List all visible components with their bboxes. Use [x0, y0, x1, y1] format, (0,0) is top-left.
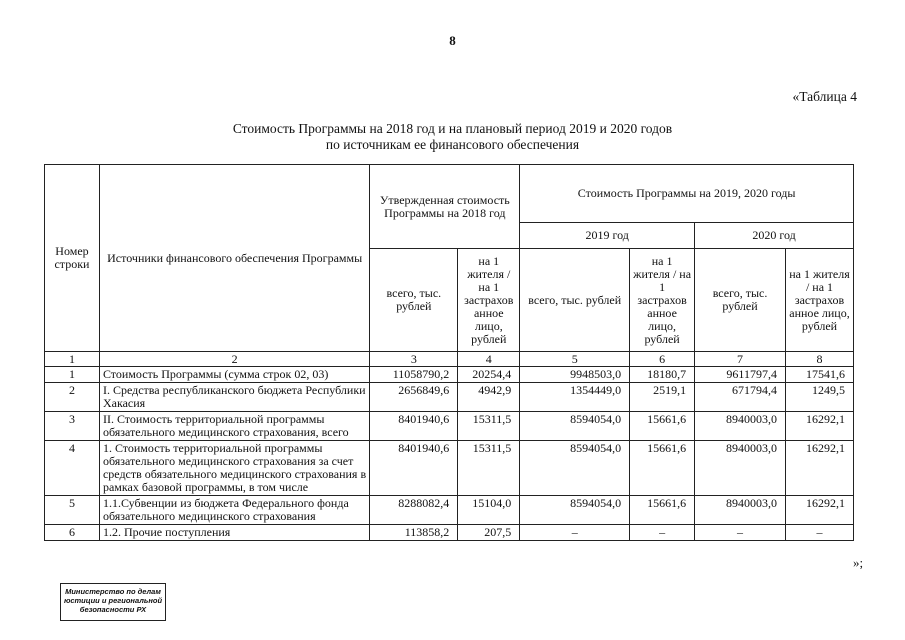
page-number: 8 — [449, 33, 456, 48]
value-cell: 15661,6 — [630, 441, 695, 496]
row-number: 2 — [45, 383, 100, 412]
value-cell: 113858,2 — [370, 525, 458, 541]
column-number: 1 — [45, 352, 100, 367]
value-cell: 8940003,0 — [695, 496, 786, 525]
column-number: 7 — [695, 352, 786, 367]
value-cell: 1249,5 — [785, 383, 853, 412]
value-cell: 9948503,0 — [520, 367, 630, 383]
row-number: 1 — [45, 367, 100, 383]
table-row — [45, 441, 854, 496]
value-cell: – — [630, 525, 695, 541]
table-row — [45, 412, 854, 441]
row-number: 5 — [45, 496, 100, 525]
header-cost-2019-2020: Стоимость Программы на 2019, 2020 годы — [520, 165, 854, 223]
value-cell: 15311,5 — [458, 441, 520, 496]
value-cell: 15311,5 — [458, 412, 520, 441]
value-cell: 17541,6 — [785, 367, 853, 383]
ministry-stamp — [60, 583, 166, 621]
value-cell: 8940003,0 — [695, 412, 786, 441]
value-cell: 16292,1 — [785, 441, 853, 496]
value-cell: 8594054,0 — [520, 496, 630, 525]
row-number: 3 — [45, 412, 100, 441]
value-cell: 9611797,4 — [695, 367, 786, 383]
value-cell: 207,5 — [458, 525, 520, 541]
table-row — [45, 496, 854, 525]
value-cell: – — [520, 525, 630, 541]
table-reference: «Таблица 4 — [792, 89, 857, 104]
stamp-line-2: юстиции и региональной — [63, 596, 163, 605]
document-title — [0, 121, 905, 153]
header-per-capita-2020: на 1 жителя / на 1 застрахов анное лицо, рублей — [785, 249, 853, 352]
funding-table — [44, 164, 854, 541]
value-cell: 8594054,0 — [520, 412, 630, 441]
source-cell: Стоимость Программы (сумма строк 02, 03) — [99, 367, 369, 383]
value-cell: 20254,4 — [458, 367, 520, 383]
table-row — [45, 367, 854, 383]
table-row — [45, 525, 854, 541]
header-total-2019: всего, тыс. рублей — [520, 249, 630, 352]
value-cell: 4942,9 — [458, 383, 520, 412]
value-cell: 2656849,6 — [370, 383, 458, 412]
source-cell: I. Средства республиканского бюджета Республики Хакасия — [99, 383, 369, 412]
value-cell: 18180,7 — [630, 367, 695, 383]
value-cell: 8940003,0 — [695, 441, 786, 496]
value-cell: 1354449,0 — [520, 383, 630, 412]
table-row — [45, 383, 854, 412]
column-number: 6 — [630, 352, 695, 367]
column-number: 5 — [520, 352, 630, 367]
value-cell: 11058790,2 — [370, 367, 458, 383]
header-per-capita-2018: на 1 жителя / на 1 застрахов анное лицо, рублей — [458, 249, 520, 352]
stamp-line-1: Министерство по делам — [65, 587, 161, 596]
value-cell: 8401940,6 — [370, 441, 458, 496]
value-cell: 671794,4 — [695, 383, 786, 412]
source-cell: 1.2. Прочие поступления — [99, 525, 369, 541]
header-per-capita-2019: на 1 жителя / на 1 застрахов анное лицо, рублей — [630, 249, 695, 352]
header-total-2020: всего, тыс. рублей — [695, 249, 786, 352]
row-number: 4 — [45, 441, 100, 496]
column-number: 2 — [99, 352, 369, 367]
row-number: 6 — [45, 525, 100, 541]
header-year-2019: 2019 год — [520, 223, 695, 249]
value-cell: 15661,6 — [630, 496, 695, 525]
source-cell: 1. Стоимость территориальной программы обязательного медицинского страхования за счет средств обязательного медицинского страхования в рамках базовой программы, в том числе — [99, 441, 369, 496]
column-number: 3 — [370, 352, 458, 367]
value-cell: 8288082,4 — [370, 496, 458, 525]
value-cell: – — [785, 525, 853, 541]
title-line-2: по источникам ее финансового обеспечения — [325, 137, 580, 152]
value-cell: 15661,6 — [630, 412, 695, 441]
header-total-2018: всего, тыс. рублей — [370, 249, 458, 352]
column-number: 4 — [458, 352, 520, 367]
column-number-row — [45, 352, 854, 367]
source-cell: II. Стоимость территориальной программы обязательного медицинского страхования, всего — [99, 412, 369, 441]
header-approved-2018: Утвержденная стоимость Программы на 2018 год — [370, 165, 520, 249]
column-number: 8 — [785, 352, 853, 367]
value-cell: 16292,1 — [785, 412, 853, 441]
title-line-1: Стоимость Программы на 2018 год и на плановый период 2019 и 2020 годов — [232, 121, 673, 136]
header-year-2020: 2020 год — [695, 223, 854, 249]
value-cell: 15104,0 — [458, 496, 520, 525]
value-cell: 8401940,6 — [370, 412, 458, 441]
stamp-line-3: безопасности РХ — [79, 605, 147, 614]
source-cell: 1.1.Субвенции из бюджета Федерального фонда обязательного медицинского страхования — [99, 496, 369, 525]
header-source: Источники финансового обеспечения Программы — [99, 165, 369, 352]
value-cell: 8594054,0 — [520, 441, 630, 496]
value-cell: – — [695, 525, 786, 541]
closing-quote-mark: »; — [853, 555, 864, 570]
header-row-number: Номер строки — [45, 165, 100, 352]
value-cell: 16292,1 — [785, 496, 853, 525]
value-cell: 2519,1 — [630, 383, 695, 412]
